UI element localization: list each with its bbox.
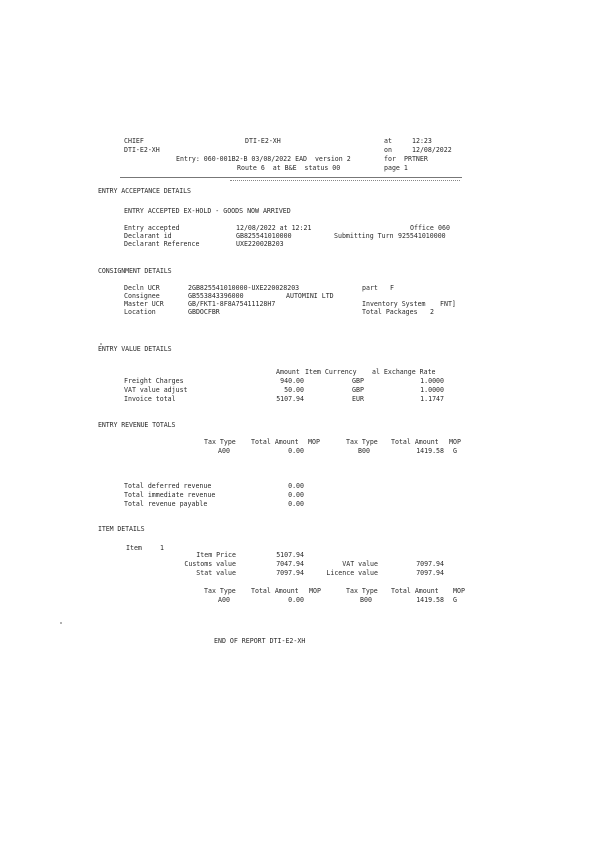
column-header-total-amount: Total Amount bbox=[391, 587, 439, 595]
revenue-total-value: 0.00 bbox=[288, 500, 304, 508]
acceptance-status: ENTRY ACCEPTED EX-HOLD - GOODS NOW ARRIVED bbox=[124, 207, 291, 215]
item-field-value: 5107.94 bbox=[276, 551, 304, 559]
vat-value-label: VAT value bbox=[342, 560, 378, 568]
field-label: Consignee bbox=[124, 292, 160, 300]
item-field-value: 7097.94 bbox=[276, 569, 304, 577]
field-label: Declarant Reference bbox=[124, 240, 200, 248]
value-currency: GBP bbox=[352, 377, 364, 385]
column-header-mop: MOP bbox=[449, 438, 461, 446]
revenue-total-value: 0.00 bbox=[288, 482, 304, 490]
column-header-amount: Amount bbox=[276, 368, 300, 376]
field-value: 2GB825541010000-UXE220028203 bbox=[188, 284, 300, 292]
licence-value: 7097.94 bbox=[416, 569, 444, 577]
item-tax-type-left: A00 bbox=[218, 596, 230, 604]
revenue-total-label: Total revenue payable bbox=[124, 500, 208, 508]
column-header-currency: Item Currency bbox=[305, 368, 357, 376]
field-label: Location bbox=[124, 308, 156, 316]
part-label: part bbox=[362, 284, 378, 292]
section-heading-item: ITEM DETAILS bbox=[98, 525, 145, 533]
column-header-tax-type: Tax Type bbox=[204, 587, 236, 595]
field-value: 12/08/2022 at 12:21 bbox=[236, 224, 312, 232]
office-label: Office bbox=[410, 224, 434, 232]
value-amount: 940.00 bbox=[280, 377, 304, 385]
field-label: Declarant id bbox=[124, 232, 172, 240]
value-amount: 50.00 bbox=[284, 386, 304, 394]
item-number: 1 bbox=[160, 544, 164, 552]
section-heading-consignment: CONSIGNMENT DETAILS bbox=[98, 267, 172, 275]
item-field-label: Stat value bbox=[196, 569, 236, 577]
consignee-name: AUTOMINI LTD bbox=[286, 292, 334, 300]
value-rate: 1.0000 bbox=[420, 386, 444, 394]
column-header-total-amount: Total Amount bbox=[251, 587, 299, 595]
system-name: CHIEF bbox=[124, 137, 144, 145]
submitting-turn-label: Submitting Turn bbox=[334, 232, 394, 240]
item-field-label: Customs value bbox=[184, 560, 236, 568]
value-currency: GBP bbox=[352, 386, 364, 394]
field-label: Master UCR bbox=[124, 300, 164, 308]
column-header-tax-type: Tax Type bbox=[204, 438, 236, 446]
value-amount: 5107.94 bbox=[276, 395, 304, 403]
report-date: 12/08/2022 bbox=[412, 146, 452, 154]
value-currency: EUR bbox=[352, 395, 364, 403]
item-field-value: 7047.94 bbox=[276, 560, 304, 568]
value-label: Freight Charges bbox=[124, 377, 184, 385]
total-amount-right: 1419.58 bbox=[416, 447, 444, 455]
column-header-total-amount: Total Amount bbox=[251, 438, 299, 446]
part-value: F bbox=[390, 284, 394, 292]
tax-type-left: A00 bbox=[218, 447, 230, 455]
header-dotted-rule bbox=[230, 180, 460, 181]
item-field-label: Item Price bbox=[196, 551, 236, 559]
section-heading-revenue: ENTRY REVENUE TOTALS bbox=[98, 421, 176, 429]
page-number: page 1 bbox=[384, 164, 408, 172]
section-heading-entry-value: ENTRY VALUE DETAILS bbox=[98, 345, 172, 353]
vat-value: 7097.94 bbox=[416, 560, 444, 568]
scan-speck bbox=[60, 622, 62, 624]
office-value: 060 bbox=[438, 224, 450, 232]
field-label: Decln UCR bbox=[124, 284, 160, 292]
item-total-amount-left: 0.00 bbox=[288, 596, 304, 604]
column-header-rate: al Exchange Rate bbox=[372, 368, 436, 376]
item-total-amount-right: 1419.58 bbox=[416, 596, 444, 604]
value-label: VAT value adjust bbox=[124, 386, 188, 394]
submitting-turn-value: 925541010000 bbox=[398, 232, 446, 240]
field-value: GB/FKT1-8F8A75411128H7 bbox=[188, 300, 276, 308]
route-status: Route 6 at B&E status 00 bbox=[237, 164, 341, 172]
scan-speck bbox=[100, 343, 102, 345]
total-packages-label: Total Packages bbox=[362, 308, 418, 316]
licence-value-label: Licence value bbox=[326, 569, 378, 577]
tax-type-right: B00 bbox=[358, 447, 370, 455]
value-rate: 1.1747 bbox=[420, 395, 444, 403]
revenue-total-label: Total immediate revenue bbox=[124, 491, 216, 499]
value-rate: 1.0000 bbox=[420, 377, 444, 385]
column-header-mop: MOP bbox=[308, 438, 320, 446]
item-tax-type-right: B00 bbox=[360, 596, 372, 604]
section-heading-acceptance: ENTRY ACCEPTANCE DETAILS bbox=[98, 187, 191, 195]
column-header-tax-type: Tax Type bbox=[346, 587, 378, 595]
field-label: Entry accepted bbox=[124, 224, 180, 232]
field-value: UXE22002B203 bbox=[236, 240, 284, 248]
field-value: GB825541010000 bbox=[236, 232, 292, 240]
inventory-system-value: FNT] bbox=[440, 300, 456, 308]
report-code: DTI-E2-XH bbox=[245, 137, 281, 145]
for-value: PRTNER bbox=[404, 155, 428, 163]
report-time: 12:23 bbox=[412, 137, 432, 145]
column-header-mop: MOP bbox=[309, 587, 321, 595]
column-header-tax-type: Tax Type bbox=[346, 438, 378, 446]
inventory-system-label: Inventory System bbox=[362, 300, 426, 308]
date-label: on bbox=[384, 146, 392, 154]
revenue-total-label: Total deferred revenue bbox=[124, 482, 212, 490]
column-header-mop: MOP bbox=[453, 587, 465, 595]
item-mop-right: G bbox=[453, 596, 457, 604]
field-value: GBDOCFBR bbox=[188, 308, 220, 316]
for-label: for bbox=[384, 155, 396, 163]
entry-reference: Entry: 060-001B2-B 03/08/2022 EAD version 2 bbox=[176, 155, 351, 163]
end-of-report: END OF REPORT DTI-E2-XH bbox=[214, 637, 306, 645]
header-rule bbox=[120, 177, 462, 178]
total-packages-value: 2 bbox=[430, 308, 434, 316]
time-label: at bbox=[384, 137, 392, 145]
value-label: Invoice total bbox=[124, 395, 176, 403]
revenue-total-value: 0.00 bbox=[288, 491, 304, 499]
item-label: Item bbox=[126, 544, 142, 552]
field-value: GB553843396000 bbox=[188, 292, 244, 300]
total-amount-left: 0.00 bbox=[288, 447, 304, 455]
column-header-total-amount: Total Amount bbox=[391, 438, 439, 446]
mop-right: G bbox=[453, 447, 457, 455]
report-code-secondary: DTI-E2-XH bbox=[124, 146, 160, 154]
